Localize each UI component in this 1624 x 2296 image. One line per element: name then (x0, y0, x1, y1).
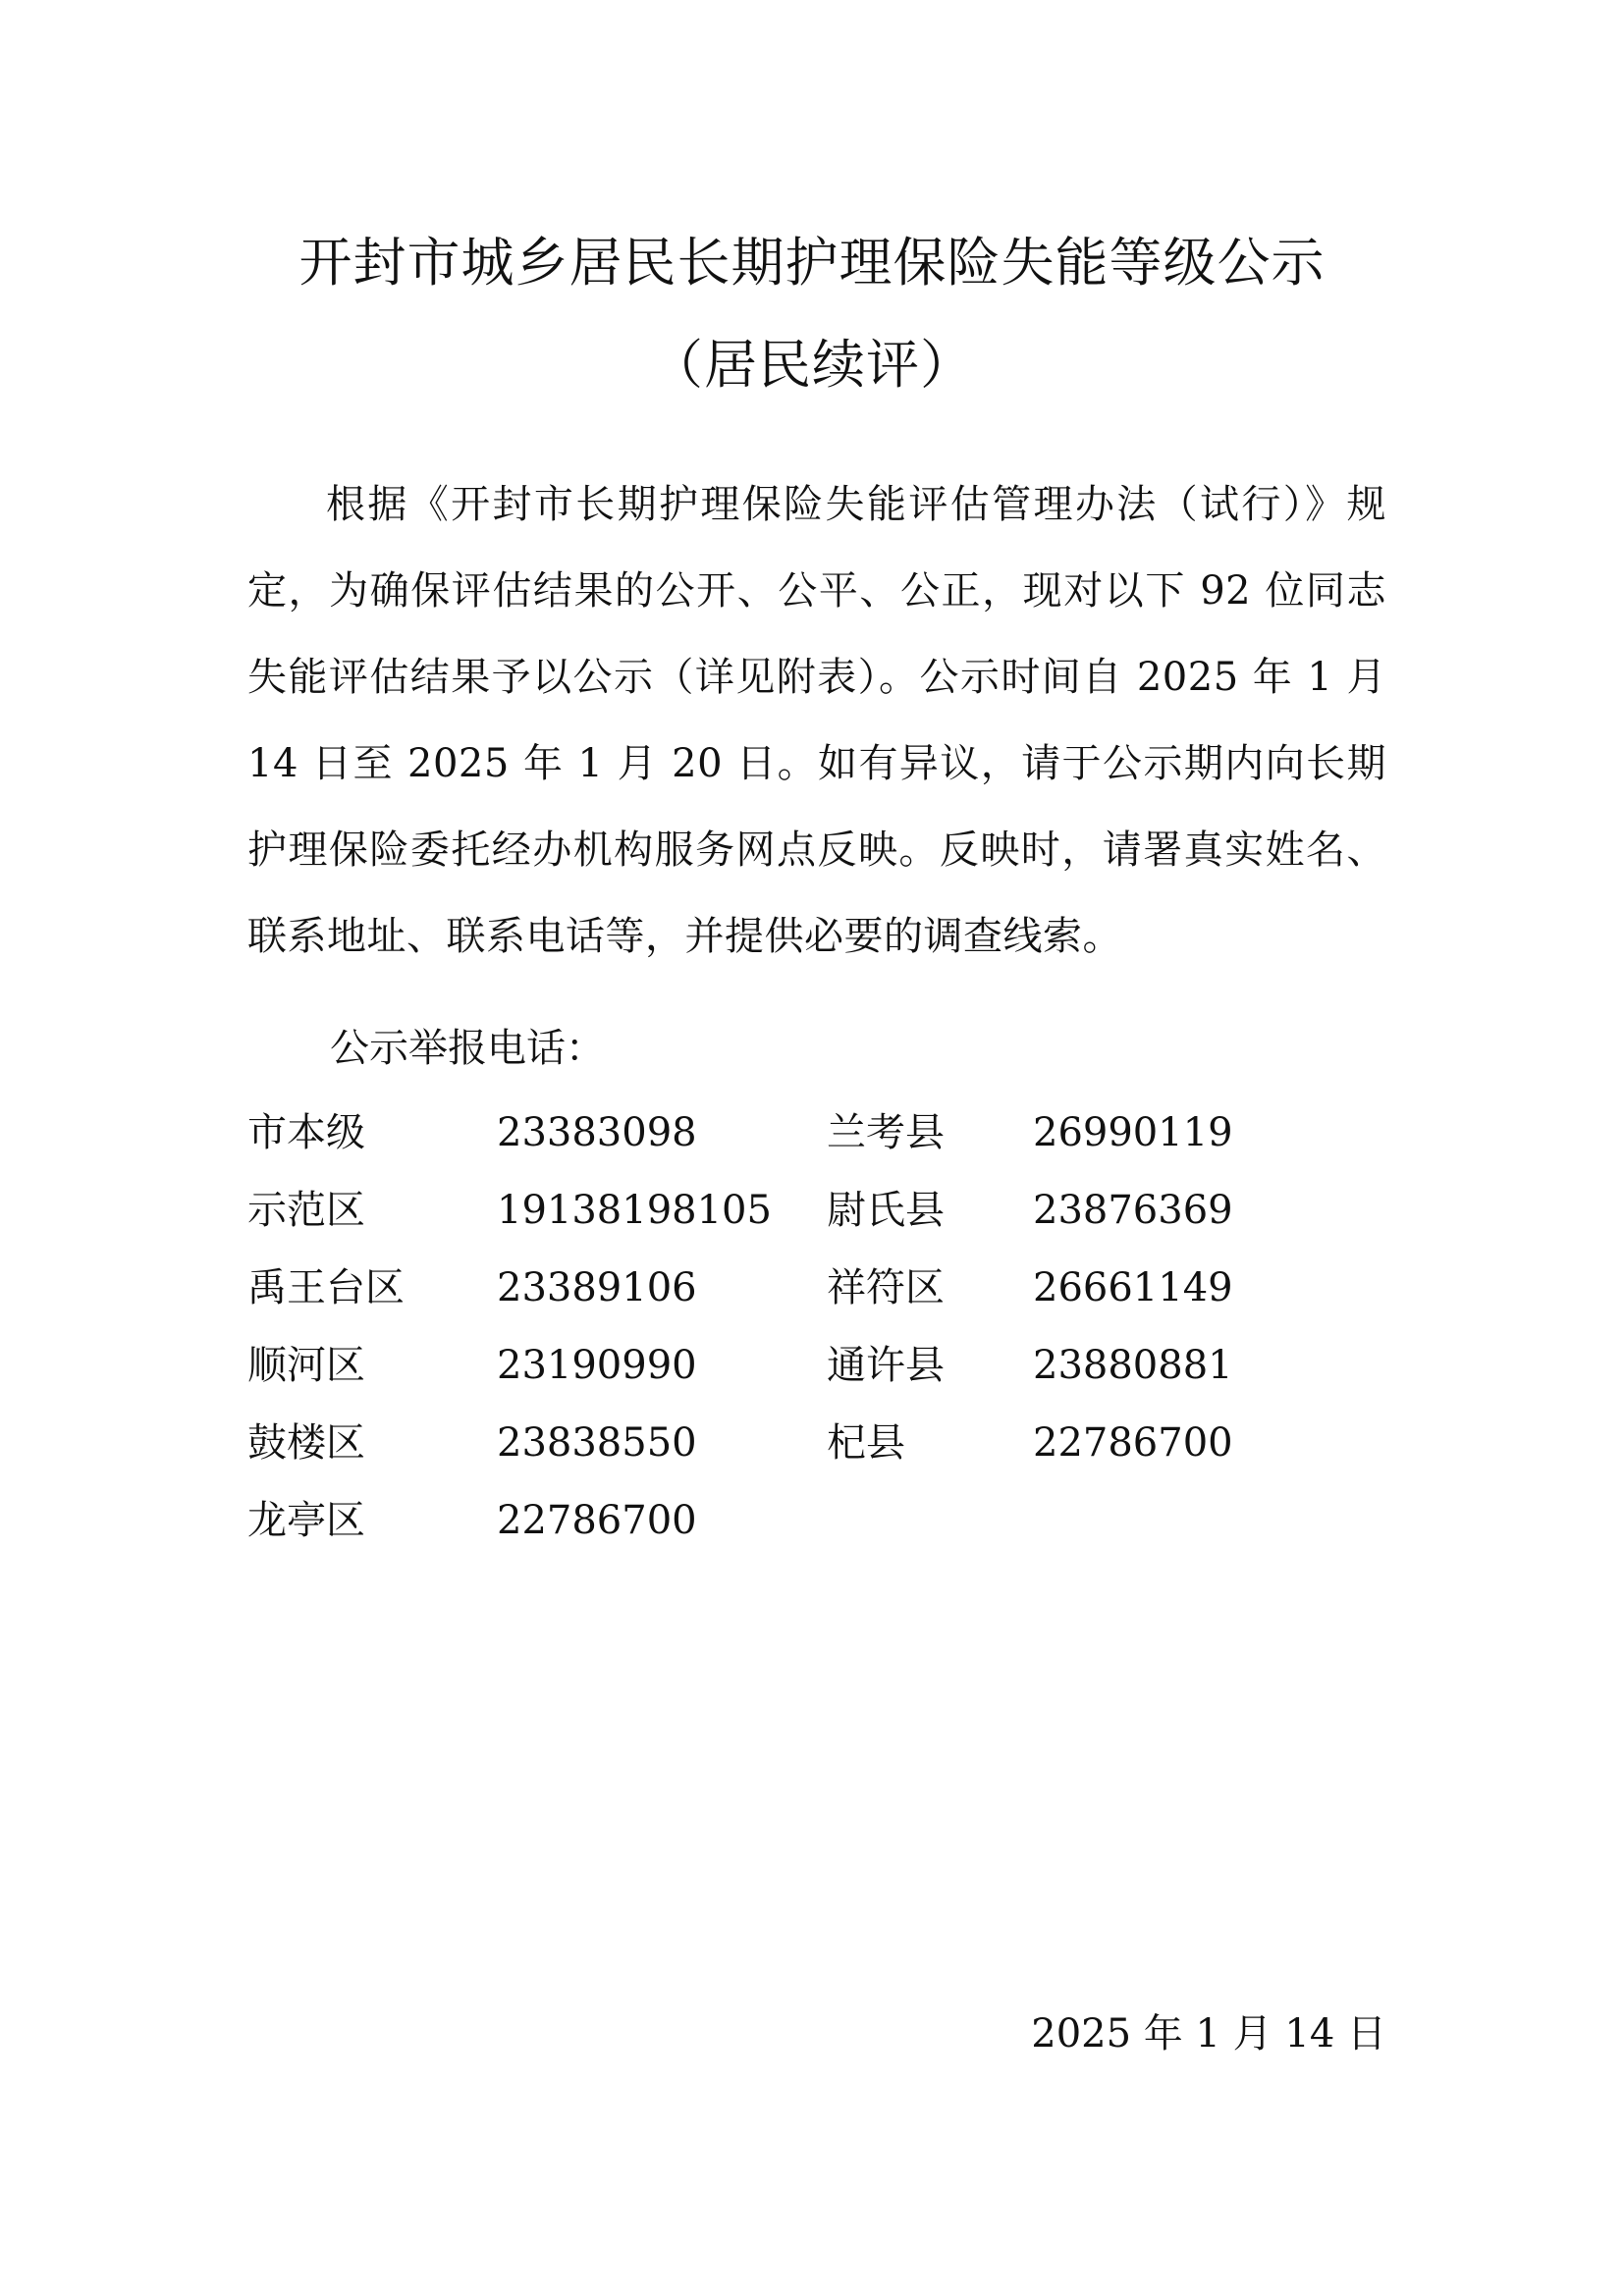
district-phone: 22786700 (497, 1498, 697, 1543)
district-phone: 26990119 (1033, 1110, 1233, 1155)
hotline-row (247, 1412, 1386, 1474)
district-name: 杞县 (827, 1420, 905, 1466)
district-name: 示范区 (247, 1188, 365, 1233)
publish-date: 2025 年 1 月 14 日 (1031, 2011, 1386, 2056)
hotline-row (247, 1256, 1386, 1319)
hotline-row (247, 1101, 1386, 1164)
district-name: 尉氏县 (827, 1188, 945, 1233)
hotline-row (247, 1334, 1386, 1397)
district-phone: 19138198105 (497, 1188, 772, 1233)
district-phone: 22786700 (1033, 1420, 1233, 1466)
district-name: 龙亭区 (247, 1498, 365, 1543)
district-name: 兰考县 (827, 1110, 945, 1155)
district-phone: 23876369 (1033, 1188, 1233, 1233)
district-phone: 23838550 (497, 1420, 697, 1466)
district-phone: 26661149 (1033, 1265, 1233, 1310)
district-phone: 23389106 (497, 1265, 697, 1310)
district-name: 顺河区 (247, 1343, 365, 1388)
hotline-row (247, 1179, 1386, 1242)
district-phone: 23383098 (497, 1110, 697, 1155)
district-name: 通许县 (827, 1343, 945, 1388)
hotline-list (247, 1101, 1386, 1573)
document-title: 开封市城乡居民长期护理保险失能等级公示 (298, 232, 1326, 294)
hotline-row (247, 1489, 1386, 1552)
district-name: 市本级 (247, 1110, 365, 1155)
district-phone: 23190990 (497, 1343, 697, 1388)
notice-paragraph: 根据《开封市长期护理保险失能评估管理办法（试行）》规定，为确保评估结果的公开、公平、公正，现对以下 92 位同志失能评估结果予以公示（详见附表）。公示时间自 2025 年 1 月 14 日至 2025 年 1 月 20 日。如有异议，请于公示期内向长期护理保险委托经办机构服务网点反映。反映时，请署真实姓名、联系地址、联系电话等，并提供必要的调查线索。 (247, 482, 1386, 959)
district-name: 鼓楼区 (247, 1420, 365, 1466)
district-name: 祥符区 (827, 1265, 945, 1310)
district-name: 禹王台区 (247, 1265, 405, 1310)
hotline-label: 公示举报电话： (330, 1026, 605, 1071)
document-subtitle: （居民续评） (650, 334, 974, 396)
district-phone: 23880881 (1033, 1343, 1233, 1388)
